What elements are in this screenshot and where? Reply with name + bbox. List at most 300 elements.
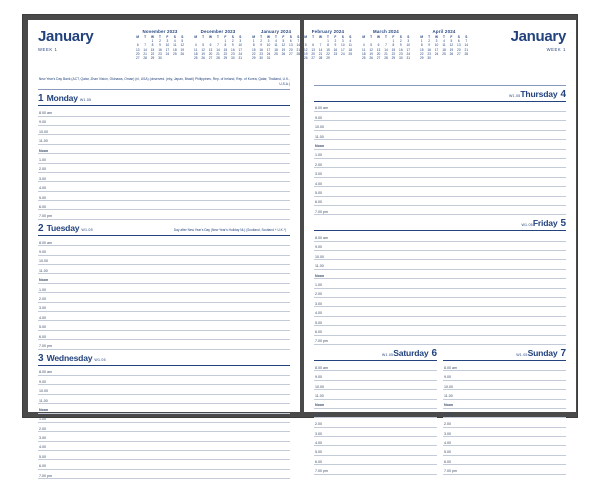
mc-day: 15: [150, 47, 155, 52]
hour-row[interactable]: [314, 437, 437, 446]
hour-row[interactable]: [314, 326, 566, 335]
hour-row[interactable]: [38, 107, 290, 116]
mc-day: 13: [311, 47, 315, 52]
mc-day: 23: [399, 51, 403, 56]
day-number: 5: [560, 218, 566, 230]
mc-day: 26: [281, 51, 286, 56]
hour-row[interactable]: [314, 456, 437, 465]
hour-label: Noon: [39, 278, 49, 283]
mc-day: 12: [281, 43, 286, 48]
hour-label: 8.00 am: [39, 370, 52, 375]
mc-day: 23: [158, 51, 162, 56]
hour-row[interactable]: [314, 159, 566, 168]
hour-label: 1.00: [39, 157, 46, 162]
mc-day: 28: [384, 56, 388, 61]
mc-weekday: T: [260, 35, 263, 39]
hour-row[interactable]: [314, 381, 437, 390]
mini-calendar-february-2024: [302, 29, 354, 60]
hour-label: 9.00: [39, 250, 46, 255]
day-number: 3: [38, 352, 44, 364]
left-page: [28, 20, 301, 478]
hour-label: 8.00 am: [315, 106, 328, 111]
day-week-code: W1.05: [521, 223, 533, 228]
mc-day: 14: [464, 43, 469, 48]
hour-row[interactable]: [314, 121, 566, 130]
mc-day: 9: [428, 43, 431, 48]
mc-weekday: W: [319, 35, 323, 39]
mc-day: 2: [428, 39, 431, 44]
hour-label: 2.00: [315, 292, 322, 297]
weekend-row: [314, 348, 566, 475]
hour-row[interactable]: [314, 465, 437, 474]
hour-row[interactable]: [314, 178, 566, 187]
mini-calendar-title: March 2024: [373, 29, 399, 34]
mc-day: 9: [399, 43, 402, 48]
hour-label: 7.00 pm: [39, 473, 52, 478]
hour-row[interactable]: [38, 274, 290, 283]
mc-day: 27: [208, 56, 213, 61]
mc-day: [272, 56, 279, 60]
hour-row[interactable]: [314, 289, 566, 298]
mc-day: 29: [326, 56, 330, 61]
hour-label: 3.00: [39, 176, 46, 181]
day-block-thursday[interactable]: [314, 89, 566, 216]
mc-day: 15: [251, 47, 256, 52]
hour-row[interactable]: [314, 251, 566, 260]
hour-label: 5.00: [39, 454, 46, 459]
hour-row[interactable]: [38, 423, 290, 432]
right-header-rule: [314, 76, 566, 86]
day-block-friday[interactable]: [314, 218, 566, 345]
mc-day: 22: [391, 51, 396, 56]
mc-day: 16: [231, 47, 235, 52]
mini-calendar-grid: [250, 35, 302, 60]
day-week-code: W1.05: [516, 352, 528, 357]
hour-row[interactable]: [314, 371, 437, 380]
hour-row[interactable]: [38, 117, 290, 126]
hour-row[interactable]: [314, 168, 566, 177]
hour-label: Noon: [315, 143, 325, 148]
right-mini-calendars: [302, 28, 470, 60]
hour-row[interactable]: [314, 112, 566, 121]
mc-day: 28: [143, 56, 147, 61]
hour-label: 10.00: [315, 254, 324, 259]
mc-day: 18: [442, 47, 446, 52]
mc-weekday: T: [370, 35, 373, 39]
hour-row[interactable]: [314, 362, 437, 371]
hour-label: 2.00: [39, 426, 46, 431]
day-block-tuesday[interactable]: [38, 223, 290, 350]
hour-label: 10.00: [39, 389, 48, 394]
mc-day: 17: [434, 47, 439, 52]
day-week-code: W1.05: [508, 93, 521, 98]
day-week-code: W1.05: [81, 227, 93, 232]
mc-day: 25: [361, 56, 366, 61]
mc-day: 2: [231, 39, 234, 44]
mc-day: 28: [296, 51, 301, 56]
hour-row[interactable]: [38, 256, 290, 265]
hour-row[interactable]: [38, 192, 290, 201]
mc-day: 16: [333, 47, 338, 52]
mc-day: 24: [434, 51, 439, 56]
mc-weekday: T: [443, 35, 445, 39]
hour-row[interactable]: [38, 442, 290, 451]
mc-day: 6: [457, 39, 460, 44]
hour-row[interactable]: [314, 336, 566, 345]
mc-day: 16: [427, 47, 431, 52]
hour-label: 11.00: [39, 398, 48, 403]
hour-row[interactable]: [314, 150, 566, 159]
hour-row[interactable]: [38, 293, 290, 302]
hour-row[interactable]: [443, 418, 566, 427]
day-name: Wednesday: [46, 352, 93, 363]
hour-row[interactable]: [314, 446, 437, 455]
hour-row[interactable]: [314, 187, 566, 196]
mc-day: [332, 56, 339, 60]
mc-day: [339, 56, 346, 60]
hour-row[interactable]: [443, 409, 566, 418]
mc-day: 22: [251, 51, 256, 56]
mc-day: 27: [311, 56, 315, 61]
mc-day: 10: [238, 43, 243, 48]
mc-day: 6: [377, 43, 380, 48]
mc-day: 11: [274, 43, 278, 48]
hour-label: 7.00 pm: [39, 343, 52, 348]
mc-day: 1: [252, 39, 255, 44]
hour-list: [38, 367, 290, 479]
mc-weekday: S: [297, 35, 300, 39]
hour-row[interactable]: [314, 409, 437, 418]
mc-day: [433, 56, 440, 60]
mc-day: 1: [392, 39, 395, 44]
hour-row[interactable]: [38, 331, 290, 340]
mc-weekday: S: [399, 35, 402, 39]
mc-day: 25: [193, 56, 198, 61]
mc-day: 27: [457, 51, 461, 56]
hour-row[interactable]: [443, 400, 566, 409]
mc-day: 17: [266, 47, 271, 52]
mc-weekday: S: [289, 35, 292, 39]
hour-row[interactable]: [314, 279, 566, 288]
mc-weekday: T: [312, 35, 315, 39]
mc-day: 14: [216, 47, 220, 52]
hour-row[interactable]: [314, 390, 437, 399]
hour-row[interactable]: [38, 145, 290, 154]
mc-day: 24: [266, 51, 271, 56]
hour-label: 5.00: [444, 450, 451, 455]
hour-row[interactable]: [314, 232, 566, 241]
mc-day: 4: [443, 39, 445, 44]
mc-day: 14: [384, 47, 388, 52]
hour-row[interactable]: [314, 298, 566, 307]
hour-row[interactable]: [443, 362, 566, 371]
day-week-code: W1.05: [381, 352, 394, 357]
hour-label: 3.00: [39, 306, 46, 311]
mc-day: 28: [464, 51, 469, 56]
mc-day: 22: [223, 51, 228, 56]
hour-row[interactable]: [38, 432, 290, 441]
day-header: [38, 223, 290, 236]
mc-day: 24: [406, 51, 411, 56]
hour-row[interactable]: [314, 242, 566, 251]
mc-weekday: W: [267, 35, 271, 39]
mc-day: 18: [274, 47, 278, 52]
hour-row[interactable]: [38, 210, 290, 219]
hour-label: 3.00: [444, 431, 451, 436]
hour-label: 9.00: [444, 375, 451, 380]
hour-label: 4.00: [315, 311, 322, 316]
day-header: [443, 348, 566, 361]
mc-weekday: W: [209, 35, 213, 39]
hour-label: 2.00: [315, 162, 322, 167]
mc-day: 3: [341, 39, 344, 44]
day-block-monday[interactable]: [38, 93, 290, 220]
hour-label: 7.00 pm: [315, 469, 328, 474]
mc-day: 8: [420, 43, 423, 48]
mc-day: 14: [143, 47, 147, 52]
hour-label: 8.00 am: [315, 365, 328, 370]
hour-label: Noon: [444, 403, 454, 408]
mc-day: 20: [457, 47, 461, 52]
hour-row[interactable]: [38, 451, 290, 460]
day-number: 4: [560, 88, 566, 100]
mc-day: 8: [392, 43, 395, 48]
hour-row[interactable]: [314, 307, 566, 316]
hour-label: 6.00: [444, 459, 451, 464]
mc-day: 4: [349, 39, 352, 44]
hour-row[interactable]: [443, 446, 566, 455]
day-block-wednesday[interactable]: [38, 353, 290, 479]
mini-calendar-title: January 2024: [260, 29, 292, 34]
mc-day: 9: [159, 43, 161, 48]
hour-row[interactable]: [38, 182, 290, 191]
hour-row[interactable]: [38, 312, 290, 321]
hour-row[interactable]: [38, 470, 290, 479]
mc-day: [171, 56, 178, 60]
mc-weekday: W: [377, 35, 381, 39]
hour-row[interactable]: [38, 414, 290, 423]
hour-row[interactable]: [314, 428, 437, 437]
mc-day: 26: [180, 51, 185, 56]
mc-day: 14: [296, 43, 301, 48]
mini-calendar-grid: [360, 35, 412, 60]
mc-day: 21: [216, 51, 220, 56]
hour-row[interactable]: [38, 395, 290, 404]
hour-row[interactable]: [314, 206, 566, 215]
mc-day: 5: [370, 43, 373, 48]
mc-day: [164, 56, 171, 60]
hour-list: [314, 362, 437, 475]
mc-day: 9: [231, 43, 234, 48]
mc-day: 28: [216, 56, 220, 61]
mc-day: 5: [202, 43, 205, 48]
day-name: Tuesday: [46, 222, 80, 233]
mc-day: 10: [266, 43, 271, 48]
mc-day: 29: [419, 56, 424, 61]
mc-day: 7: [319, 43, 322, 48]
hour-row[interactable]: [38, 173, 290, 182]
hour-label: 8.00 am: [39, 240, 52, 245]
hour-label: 1.00: [315, 283, 322, 288]
mc-day: 10: [165, 43, 170, 48]
mc-day: 10: [434, 43, 439, 48]
hour-row[interactable]: [314, 103, 566, 112]
hour-label: 11.00: [39, 139, 48, 144]
mc-weekday: F: [166, 35, 169, 39]
hour-row[interactable]: [314, 260, 566, 269]
mc-weekday: T: [275, 35, 277, 39]
hour-row[interactable]: [38, 135, 290, 144]
day-block-saturday[interactable]: [314, 348, 437, 475]
hour-label: 5.00: [39, 195, 46, 200]
open-diary: [22, 14, 578, 478]
hour-row[interactable]: [443, 381, 566, 390]
hour-label: 11.00: [315, 264, 324, 269]
mc-day: 30: [427, 56, 431, 61]
mc-weekday: S: [239, 35, 242, 39]
mc-weekday: M: [362, 35, 366, 39]
hour-row[interactable]: [314, 418, 437, 427]
mc-day: [347, 56, 354, 60]
left-month-block: [38, 28, 134, 52]
mc-day: 13: [289, 43, 293, 48]
mc-day: 13: [208, 47, 213, 52]
hour-label: 6.00: [315, 200, 322, 205]
mc-day: 7: [217, 43, 219, 48]
mc-day: 14: [318, 47, 323, 52]
hour-row[interactable]: [314, 400, 437, 409]
mc-day: 19: [281, 47, 286, 52]
day-block-sunday[interactable]: [443, 348, 566, 475]
mc-day: 18: [348, 47, 353, 52]
hour-row[interactable]: [443, 371, 566, 380]
hour-row[interactable]: [38, 376, 290, 385]
hour-label: 4.00: [315, 181, 322, 186]
mc-weekday: M: [304, 35, 308, 39]
mc-day: 2: [334, 39, 337, 44]
mc-day: 24: [165, 51, 170, 56]
hour-label: 6.00: [315, 459, 322, 464]
mc-day: 11: [442, 43, 446, 48]
hour-row[interactable]: [314, 270, 566, 279]
mc-day: 12: [180, 43, 185, 48]
mc-day: 4: [362, 43, 365, 48]
mc-day: 23: [333, 51, 338, 56]
mc-day: 1: [224, 39, 227, 44]
hour-list: [314, 232, 566, 345]
hour-row[interactable]: [38, 126, 290, 135]
mc-weekday: S: [231, 35, 234, 39]
mc-day: 3: [407, 39, 410, 44]
hour-label: 11.00: [39, 268, 48, 273]
day-number: 2: [38, 222, 44, 234]
mc-day: 19: [369, 51, 373, 56]
hour-row[interactable]: [38, 367, 290, 376]
mc-weekday: M: [252, 35, 256, 39]
mc-day: 31: [238, 56, 243, 61]
left-page-header: [38, 28, 301, 76]
hour-label: 2.00: [39, 167, 46, 172]
hour-row[interactable]: [314, 197, 566, 206]
mc-day: 21: [318, 51, 323, 56]
hour-row[interactable]: [38, 321, 290, 330]
mc-day: 1: [151, 39, 154, 44]
hour-row[interactable]: [443, 437, 566, 446]
hour-row[interactable]: [443, 465, 566, 474]
mini-calendar-grid: [418, 35, 470, 60]
hour-label: 11.00: [315, 393, 324, 398]
hour-row[interactable]: [314, 140, 566, 149]
day-header: [314, 218, 566, 231]
mc-day: 23: [231, 51, 235, 56]
left-mini-calendars: [134, 28, 302, 60]
mc-day: 17: [238, 47, 243, 52]
hour-label: 5.00: [315, 190, 322, 195]
mc-day: 3: [166, 39, 169, 44]
hour-row[interactable]: [38, 154, 290, 163]
hour-label: 5.00: [39, 325, 46, 330]
hour-row[interactable]: [314, 131, 566, 140]
hour-row[interactable]: [38, 460, 290, 469]
hour-label: 3.00: [315, 301, 322, 306]
mc-day: 16: [158, 47, 162, 52]
hour-label: 10.00: [315, 125, 324, 130]
hour-row[interactable]: [38, 237, 290, 246]
day-number: 6: [431, 347, 437, 359]
hour-row[interactable]: [38, 201, 290, 210]
mc-day: 3: [239, 39, 242, 44]
hour-row[interactable]: [38, 164, 290, 173]
mini-calendar-title: December 2023: [200, 29, 236, 34]
hour-label: 7.00 pm: [444, 469, 457, 474]
mc-day: 2: [260, 39, 263, 44]
mc-day: 31: [406, 56, 411, 61]
hour-row[interactable]: [38, 385, 290, 394]
mc-day: 7: [144, 43, 147, 48]
hour-row[interactable]: [314, 317, 566, 326]
day-note: Day after New Year's Day (New Year's Holiday NL) (Scotland, Scotland + U.K.*): [173, 227, 286, 232]
hour-row[interactable]: [443, 390, 566, 399]
mc-weekday: F: [224, 35, 227, 39]
day-name: Thursday: [520, 88, 558, 99]
mc-day: 25: [442, 51, 446, 56]
mc-day: 11: [348, 43, 352, 48]
mc-day: 29: [391, 56, 396, 61]
hour-row[interactable]: [443, 456, 566, 465]
mc-day: [280, 56, 287, 60]
mc-weekday: T: [159, 35, 161, 39]
hour-label: 3.00: [315, 172, 322, 177]
mc-weekday: M: [194, 35, 198, 39]
hour-row[interactable]: [38, 284, 290, 293]
hour-label: 10.00: [39, 259, 48, 264]
hour-row[interactable]: [38, 340, 290, 349]
mini-calendar-april-2024: [418, 29, 470, 60]
hour-row[interactable]: [443, 428, 566, 437]
mc-day: [287, 56, 294, 60]
mc-day: 23: [259, 51, 263, 56]
hour-row[interactable]: [38, 303, 290, 312]
mc-day: 25: [274, 51, 278, 56]
hour-row[interactable]: [38, 265, 290, 274]
hour-list: [314, 103, 566, 216]
mc-weekday: W: [151, 35, 155, 39]
hour-row[interactable]: [38, 404, 290, 413]
hour-row[interactable]: [38, 246, 290, 255]
hour-list: [443, 362, 566, 475]
hour-label: 9.00: [39, 379, 46, 384]
mc-day: 12: [201, 47, 205, 52]
